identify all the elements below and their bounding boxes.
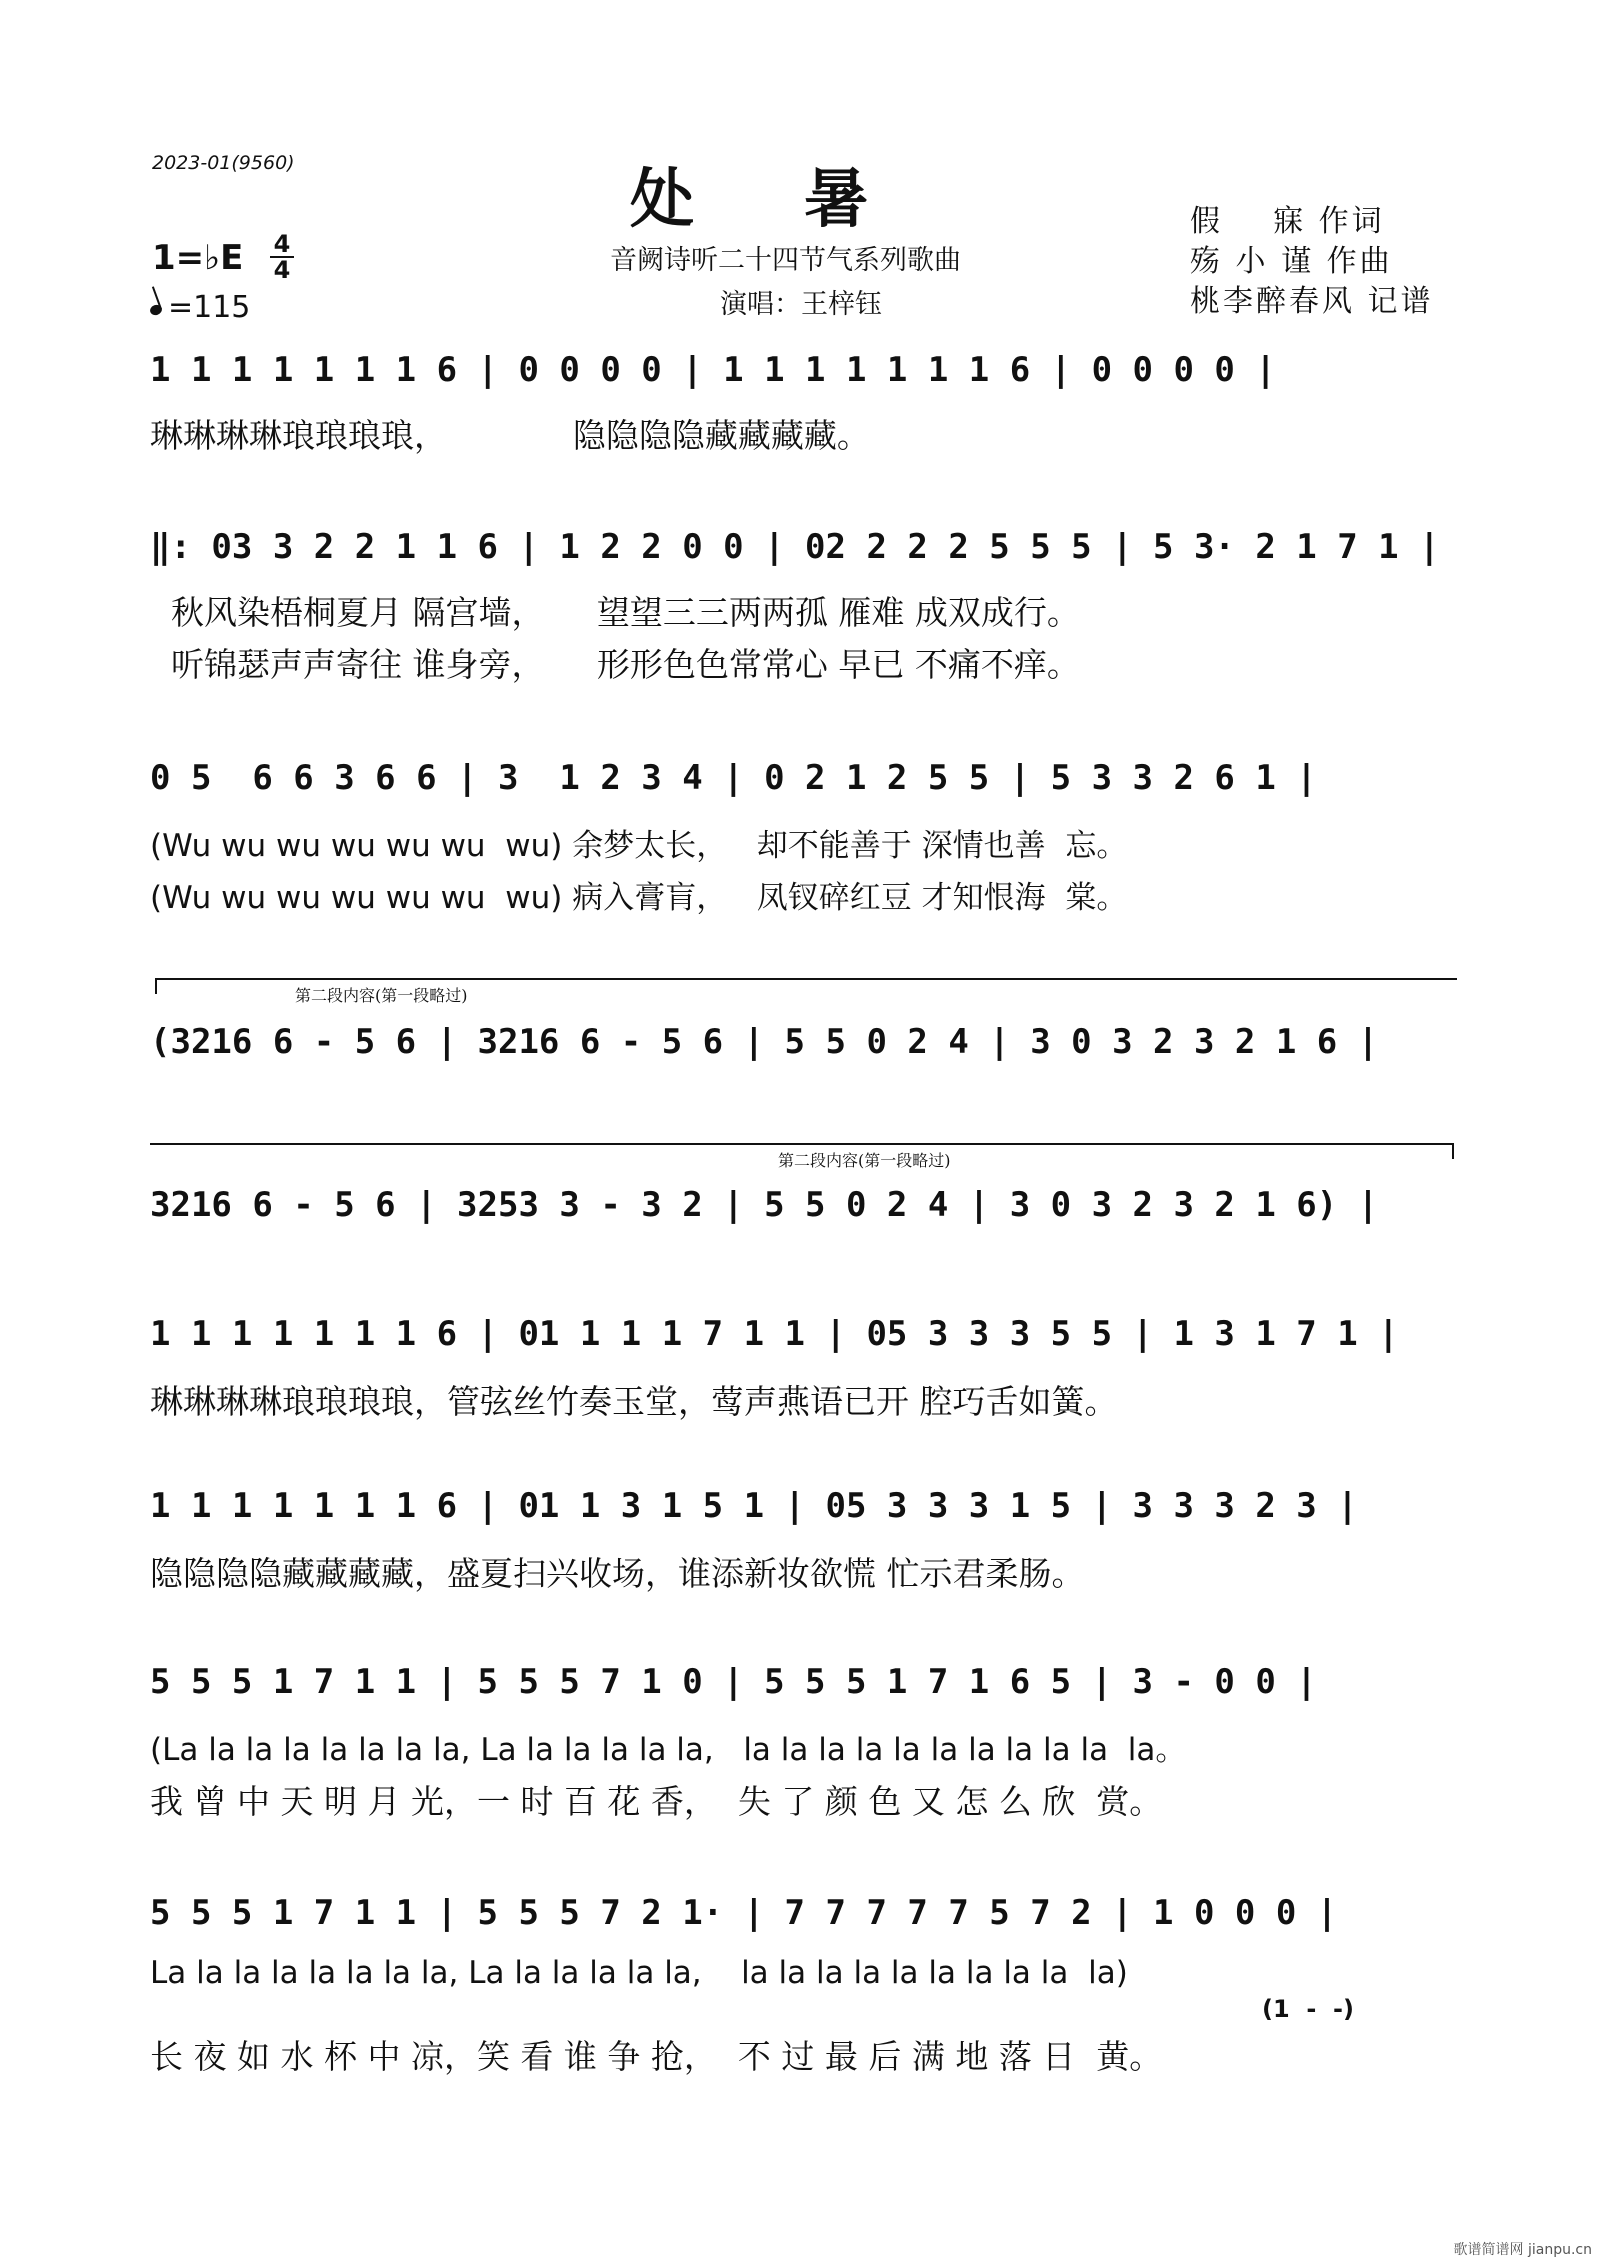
lyric-line: 琳琳琳琳琅琅琅琅，管弦丝竹奏玉堂，莺声燕语已开 腔巧舌如簧。 [150, 1382, 1118, 1421]
notation-line: ‖: 03 3 2 2 1 1 6 | 1 2 2 0 0 | 02 2 2 2 5 5 5 | 5 3· 2 1 7 1 | [150, 527, 1440, 567]
key-signature: 1=♭E [152, 238, 244, 278]
lyric-line: La la la la la la la la, La la la la la la, la la la la la la la la la la) [150, 1955, 1128, 1991]
notation-line: 1 1 1 1 1 1 1 6 | 01 1 1 1 7 1 1 | 05 3 3 3 5 5 | 1 3 1 7 1 | [150, 1314, 1399, 1354]
notation-line: 1 1 1 1 1 1 1 6 | 0 0 0 0 | 1 1 1 1 1 1 1 6 | 0 0 0 0 | [150, 350, 1276, 390]
meter-bottom: 4 [273, 256, 291, 284]
lyric-line: 听锦瑟声声寄往 谁身旁， 形形色色常常心 早已 不痛不痒。 [150, 645, 1080, 684]
singer-credit: 演唱：王梓钰 [720, 289, 882, 320]
lyric-line: 长 夜 如 水 杯 中 凉，笑 看 谁 争 抢， 不 过 最 后 满 地 落 日 黄。 [150, 2037, 1163, 2076]
notation-line: 5 5 5 1 7 1 1 | 5 5 5 7 2 1· | 7 7 7 7 7 5 7 2 | 1 0 0 0 | [150, 1893, 1338, 1933]
notation-line: (3216 6 - 5 6 | 3216 6 - 5 6 | 5 5 0 2 4 | 3 0 3 2 3 2 1 6 | [150, 1022, 1379, 1062]
time-signature [270, 232, 294, 282]
song-title: 处暑 [630, 163, 978, 237]
notation-line: 5 5 5 1 7 1 1 | 5 5 5 7 1 0 | 5 5 5 1 7 1 6 5 | 3 - 0 0 | [150, 1662, 1317, 1702]
transcriber-credit: 桃李醉春风 记谱 [1190, 284, 1434, 319]
tempo-marking [150, 290, 250, 325]
lyric-line: 我 曾 中 天 明 月 光，一 时 百 花 香， 失 了 颜 色 又 怎 么 欣 赏。 [150, 1782, 1163, 1821]
lyric-line: 琳琳琳琳琅琅琅琅， 隐隐隐隐藏藏藏藏。 [150, 416, 870, 455]
score-code: 2023-01(9560) [152, 152, 295, 174]
meter-top: 4 [273, 230, 291, 258]
lyric-line: 秋风染梧桐夏月 隔宫墙， 望望三三两两孤 雁难 成双成行。 [150, 593, 1080, 632]
notation-line: 3216 6 - 5 6 | 3253 3 - 3 2 | 5 5 0 2 4 | 3 0 3 2 3 2 1 6) | [150, 1185, 1379, 1225]
tempo-value: =115 [168, 290, 251, 325]
volta-label: 第二段内容(第一段略过) [778, 1151, 951, 1170]
quarter-note-icon [149, 303, 164, 317]
series-subtitle: 音阙诗听二十四节气系列歌曲 [610, 245, 961, 276]
lyric-line: (Wu wu wu wu wu wu wu) 病入膏肓， 凤钗碎红豆 才知恨海 棠。 [150, 880, 1128, 916]
lyric-line: (Wu wu wu wu wu wu wu) 余梦太长， 却不能善于 深情也善 忘。 [150, 828, 1128, 864]
notation-line: 1 1 1 1 1 1 1 6 | 01 1 3 1 5 1 | 05 3 3 3 1 5 | 3 3 3 2 3 | [150, 1486, 1358, 1526]
composer-credit: 殇 小 谨 作曲 [1190, 244, 1393, 279]
lyric-line: (La la la la la la la la, La la la la la la, la la la la la la la la la la la。 [150, 1732, 1187, 1768]
notation-line: 0 5 6 6 3 6 6 | 3 1 2 3 4 | 0 2 1 2 5 5 | 5 3 3 2 6 1 | [150, 758, 1317, 798]
lyricist-credit: 假 寐 作词 [1190, 204, 1385, 239]
site-watermark: 歌谱简谱网 jianpu.cn [1453, 2242, 1592, 2258]
lyric-line: 隐隐隐隐藏藏藏藏，盛夏扫兴收场，谁添新妆欲慌 忙示君柔肠。 [150, 1554, 1085, 1593]
ending-note: (1 - -) [1262, 1995, 1354, 2023]
volta-label: 第二段内容(第一段略过) [295, 986, 468, 1005]
